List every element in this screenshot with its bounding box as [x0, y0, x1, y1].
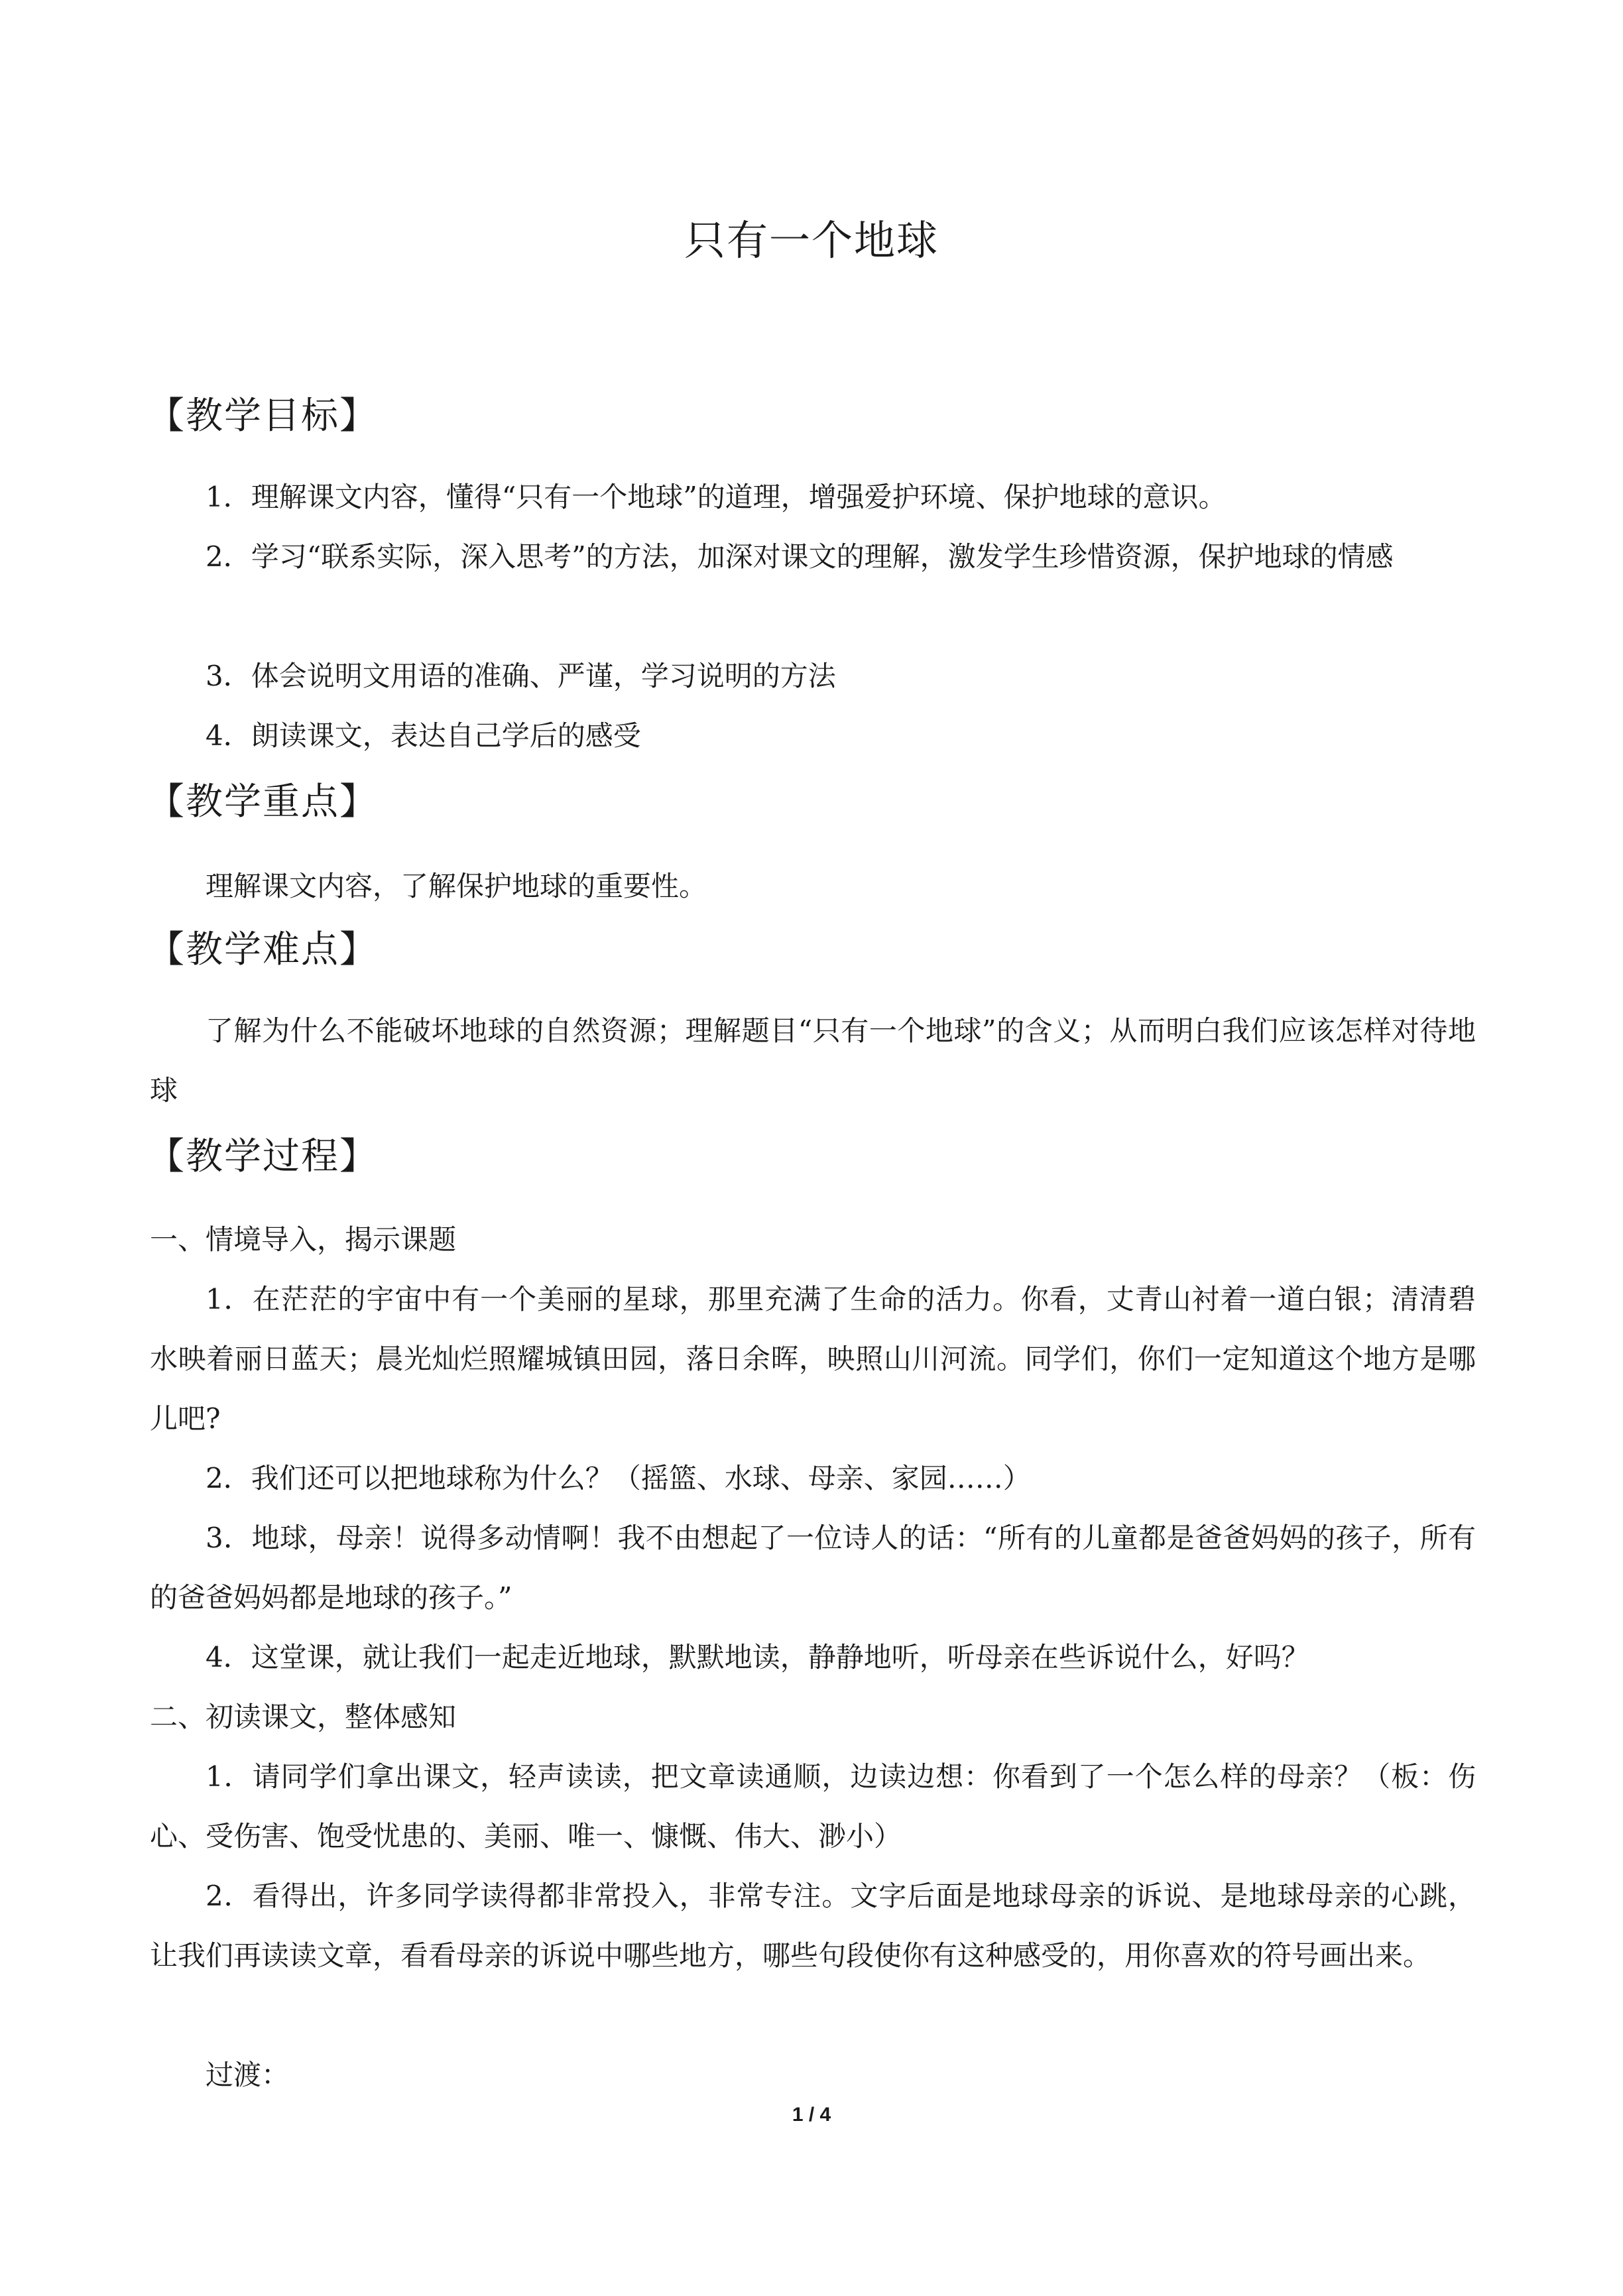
process-part1-item-2: 2．我们还可以把地球称为什么？（摇篮、水球、母亲、家园……）	[206, 1462, 1031, 1494]
process-part2-title: 二、初读课文，整体感知	[150, 1701, 457, 1733]
difficulties-text: 了解为什么不能破坏地球的自然资源；理解题目“只有一个地球”的含义；从而明白我们应该怎样对待地球	[150, 1014, 1476, 1107]
process-heading: 【教学过程】	[147, 1135, 378, 1178]
process-part1-item-4: 4．这堂课，就让我们一起走近地球，默默地读，静静地听，听母亲在些诉说什么，好吗？	[206, 1641, 1309, 1673]
process-part2-item-3: 过渡：	[206, 2059, 290, 2091]
page-number: 1 / 4	[792, 2104, 831, 2126]
process-part2-item-1: 1．请同学们拿出课文，轻声读读，把文章读通顺，边读边想：你看到了一个怎么样的母亲？（板：伤心、受伤害、饱受忧患的、美丽、唯一、慷慨、伟大、渺小）	[150, 1760, 1476, 1852]
key-points-text: 理解课文内容，了解保护地球的重要性。	[206, 870, 707, 902]
process-part1-item-3: 3．地球，母亲！说得多动情啊！我不由想起了一位诗人的话：“所有的儿童都是爸爸妈妈的孩子，所有的爸爸妈妈都是地球的孩子。”	[150, 1522, 1476, 1614]
objective-item-3: 3．体会说明文用语的准确、严谨，学习说明的方法	[206, 660, 836, 692]
objectives-heading: 【教学目标】	[147, 394, 378, 438]
process-part2-item-2: 2．看得出，许多同学读得都非常投入，非常专注。文字后面是地球母亲的诉说、是地球母亲的心跳，让我们再读读文章，看看母亲的诉说中哪些地方，哪些句段使你有这种感受的，用你喜欢的符号画出来。	[150, 1880, 1476, 1972]
difficulties-heading: 【教学难点】	[147, 928, 378, 971]
process-part1-item-1: 1．在茫茫的宇宙中有一个美丽的星球，那里充满了生命的活力。你看，丈青山衬着一道白银；清清碧水映着丽日蓝天；晨光灿烂照耀城镇田园，落日余晖，映照山川河流。同学们，你们一定知道这个地方是哪儿吧?	[150, 1283, 1476, 1435]
document-title: 只有一个地球	[684, 216, 939, 265]
objective-item-4: 4．朗读课文，表达自己学后的感受	[206, 719, 641, 752]
key-points-heading: 【教学重点】	[147, 780, 378, 823]
process-part1-title: 一、情境导入，揭示课题	[150, 1223, 457, 1256]
objective-item-1: 1．理解课文内容，懂得“只有一个地球”的道理，增强爱护环境、保护地球的意识。	[206, 481, 1227, 513]
objective-item-2: 2．学习“联系实际，深入思考”的方法，加深对课文的理解，激发学生珍惜资源，保护地球的情感	[206, 540, 1394, 573]
